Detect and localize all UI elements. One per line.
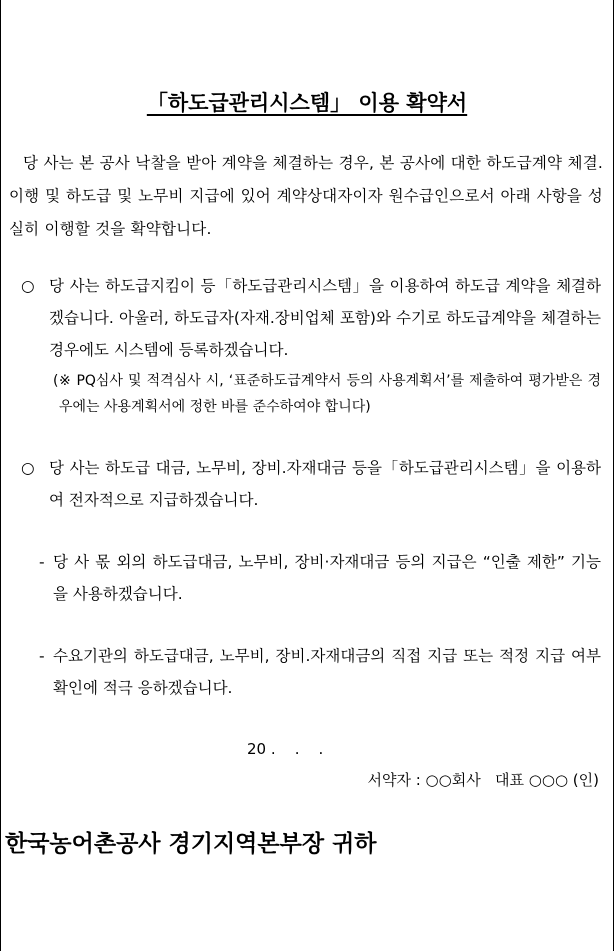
pledge-item-1 xyxy=(21,270,601,366)
pledge-item-1-text: 당 사는 하도급지킴이 등「하도급관리시스템」을 이용하여 하도급 계약을 체결하겠습니다. 아울러, 하도급자(자재.장비업체 포함)와 수기로 하도급계약을 체결하는 경우에도 시스템에 등록하겠습니다. xyxy=(49,277,601,359)
dash-bullet-icon: - xyxy=(39,647,45,665)
pledge-item-2 xyxy=(21,452,601,516)
signer-line: 서약자 : ○○회사 대표 ○○○ (인) xyxy=(367,771,599,789)
addressee: 한국농어촌공사 경기지역본부장 귀하 xyxy=(5,831,377,857)
sub-item-2 xyxy=(39,640,601,704)
pq-note: (※ PQ심사 및 적격심사 시, ‘표준하도급계약서 등의 사용계획서’를 제출하여 평가받은 경우에는 사용계획서에 정한 바를 준수하여야 합니다) xyxy=(53,373,601,415)
document-title-text: 「하도급관리시스템」 이용 확약서 xyxy=(146,91,468,115)
sub-item-1 xyxy=(39,546,601,610)
circle-bullet-icon: ○ xyxy=(21,277,35,295)
dash-bullet-icon: - xyxy=(39,553,45,571)
sub-item-1-text: 당 사 몫 외의 하도급대금, 노무비, 장비·자재대금 등의 지급은 “인출 제한” 기능을 사용하겠습니다. xyxy=(53,553,601,603)
signing-date: 20 . . . xyxy=(247,740,324,758)
sub-item-2-text: 수요기관의 하도급대금, 노무비, 장비.자재대금의 직접 지급 또는 적정 지급 여부 확인에 적극 응하겠습니다. xyxy=(53,647,601,697)
pledge-item-2-text: 당 사는 하도급 대금, 노무비, 장비.자재대금 등을「하도급관리시스템」을 이용하여 전자적으로 지급하겠습니다. xyxy=(49,459,601,509)
circle-bullet-icon: ○ xyxy=(21,459,35,477)
document-title xyxy=(1,88,613,118)
intro-paragraph: 당 사는 본 공사 낙찰을 받아 계약을 체결하는 경우, 본 공사에 대한 하도급계약 체결.이행 및 하도급 및 노무비 지급에 있어 계약상대자이자 원수급인으로서 아래 사항을 성실히 이행할 것을 확약합니다. xyxy=(9,154,603,238)
